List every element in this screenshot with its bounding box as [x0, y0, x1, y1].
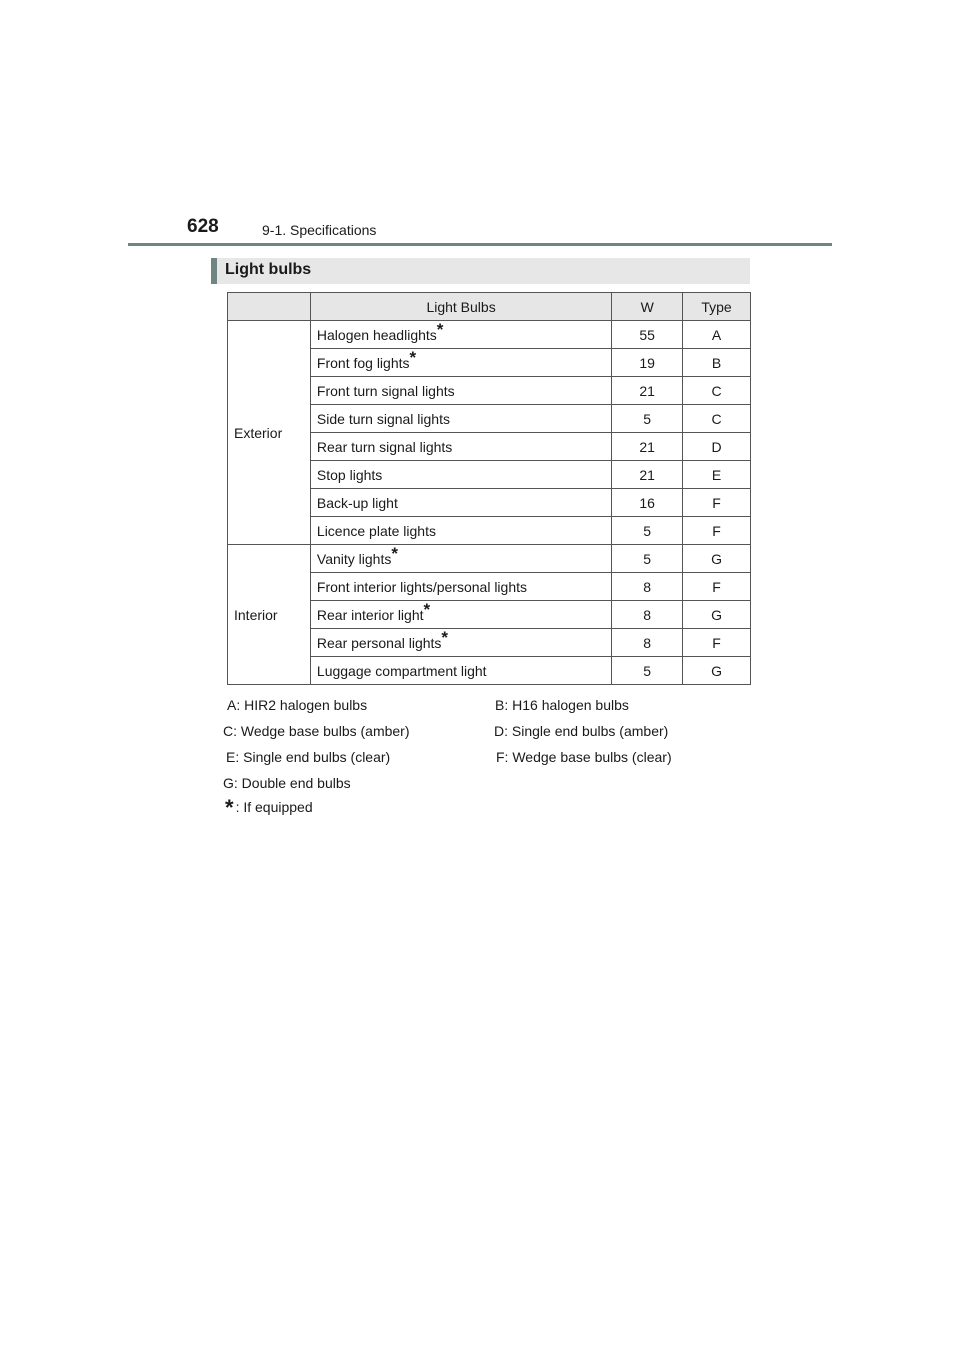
table-header-row [228, 293, 751, 321]
bulb-type: F [683, 489, 751, 517]
footnote-marker: * [423, 599, 431, 619]
bulb-type: G [683, 545, 751, 573]
bulb-type: B [683, 349, 751, 377]
bulb-name: Halogen headlights* [310, 321, 611, 349]
footnote-symbol: * [225, 795, 234, 820]
bulb-name: Rear personal lights* [310, 629, 611, 657]
bulb-wattage: 5 [612, 405, 683, 433]
legend-a: A: HIR2 halogen bulbs [227, 697, 368, 713]
bulb-type: G [683, 601, 751, 629]
bulb-wattage: 8 [612, 601, 683, 629]
bulb-name: Side turn signal lights [310, 405, 611, 433]
bulb-name: Back-up light [310, 489, 611, 517]
header-wattage: W [612, 293, 683, 321]
table-row [228, 545, 751, 573]
bulb-wattage: 5 [612, 545, 683, 573]
legend-e: E: Single end bulbs (clear) [226, 749, 391, 765]
bulb-name: Rear interior light* [310, 601, 611, 629]
footnote [225, 795, 313, 820]
bulb-wattage: 16 [612, 489, 683, 517]
legend-b: B: H16 halogen bulbs [495, 697, 629, 713]
table-row [228, 321, 751, 349]
bulb-wattage: 8 [612, 573, 683, 601]
bulb-wattage: 21 [612, 461, 683, 489]
bulb-wattage: 8 [612, 629, 683, 657]
header-group [228, 293, 311, 321]
bulb-type: F [683, 517, 751, 545]
footnote-marker: * [391, 543, 398, 563]
bulb-name: Front interior lights/personal lights [310, 573, 611, 601]
bulb-name: Luggage compartment light [310, 657, 611, 685]
page-number: 628 [187, 216, 219, 237]
bulb-wattage: 19 [612, 349, 683, 377]
bulb-wattage: 55 [612, 321, 683, 349]
section-title: Light bulbs [225, 261, 312, 278]
footnote-marker: * [436, 319, 444, 339]
bulb-name: Stop lights [310, 461, 611, 489]
bulb-name: Vanity lights* [310, 545, 611, 573]
bulb-name: Licence plate lights [310, 517, 611, 545]
bulb-name: Front fog lights* [310, 349, 611, 377]
bulb-type: G [683, 657, 751, 685]
section-heading [211, 258, 750, 284]
bulb-type: F [683, 629, 751, 657]
bulb-type: C [683, 377, 751, 405]
light-bulbs-table [227, 292, 751, 685]
legend-d: D: Single end bulbs (amber) [494, 723, 669, 739]
group-label-interior: Interior [228, 545, 311, 685]
group-label-exterior: Exterior [228, 321, 311, 545]
bulb-type: A [683, 321, 751, 349]
bulb-wattage: 21 [612, 433, 683, 461]
header-type: Type [683, 293, 751, 321]
header-rule [128, 243, 832, 246]
footnote-marker: * [409, 347, 417, 367]
bulb-type: D [683, 433, 751, 461]
bulb-wattage: 21 [612, 377, 683, 405]
bulb-type: E [683, 461, 751, 489]
legend-g: G: Double end bulbs [223, 775, 351, 791]
bulb-wattage: 5 [612, 657, 683, 685]
footnote-marker: * [441, 627, 449, 647]
header-light-bulbs: Light Bulbs [310, 293, 611, 321]
legend-c: C: Wedge base bulbs (amber) [223, 723, 410, 739]
bulb-wattage: 5 [612, 517, 683, 545]
bulb-name: Front turn signal lights [310, 377, 611, 405]
bulb-type: C [683, 405, 751, 433]
footnote-text: : If equipped [235, 799, 313, 815]
bulb-name: Rear turn signal lights [310, 433, 611, 461]
chapter-title: 9-1. Specifications [262, 222, 377, 238]
bulb-type: F [683, 573, 751, 601]
legend-f: F: Wedge base bulbs (clear) [496, 749, 672, 765]
